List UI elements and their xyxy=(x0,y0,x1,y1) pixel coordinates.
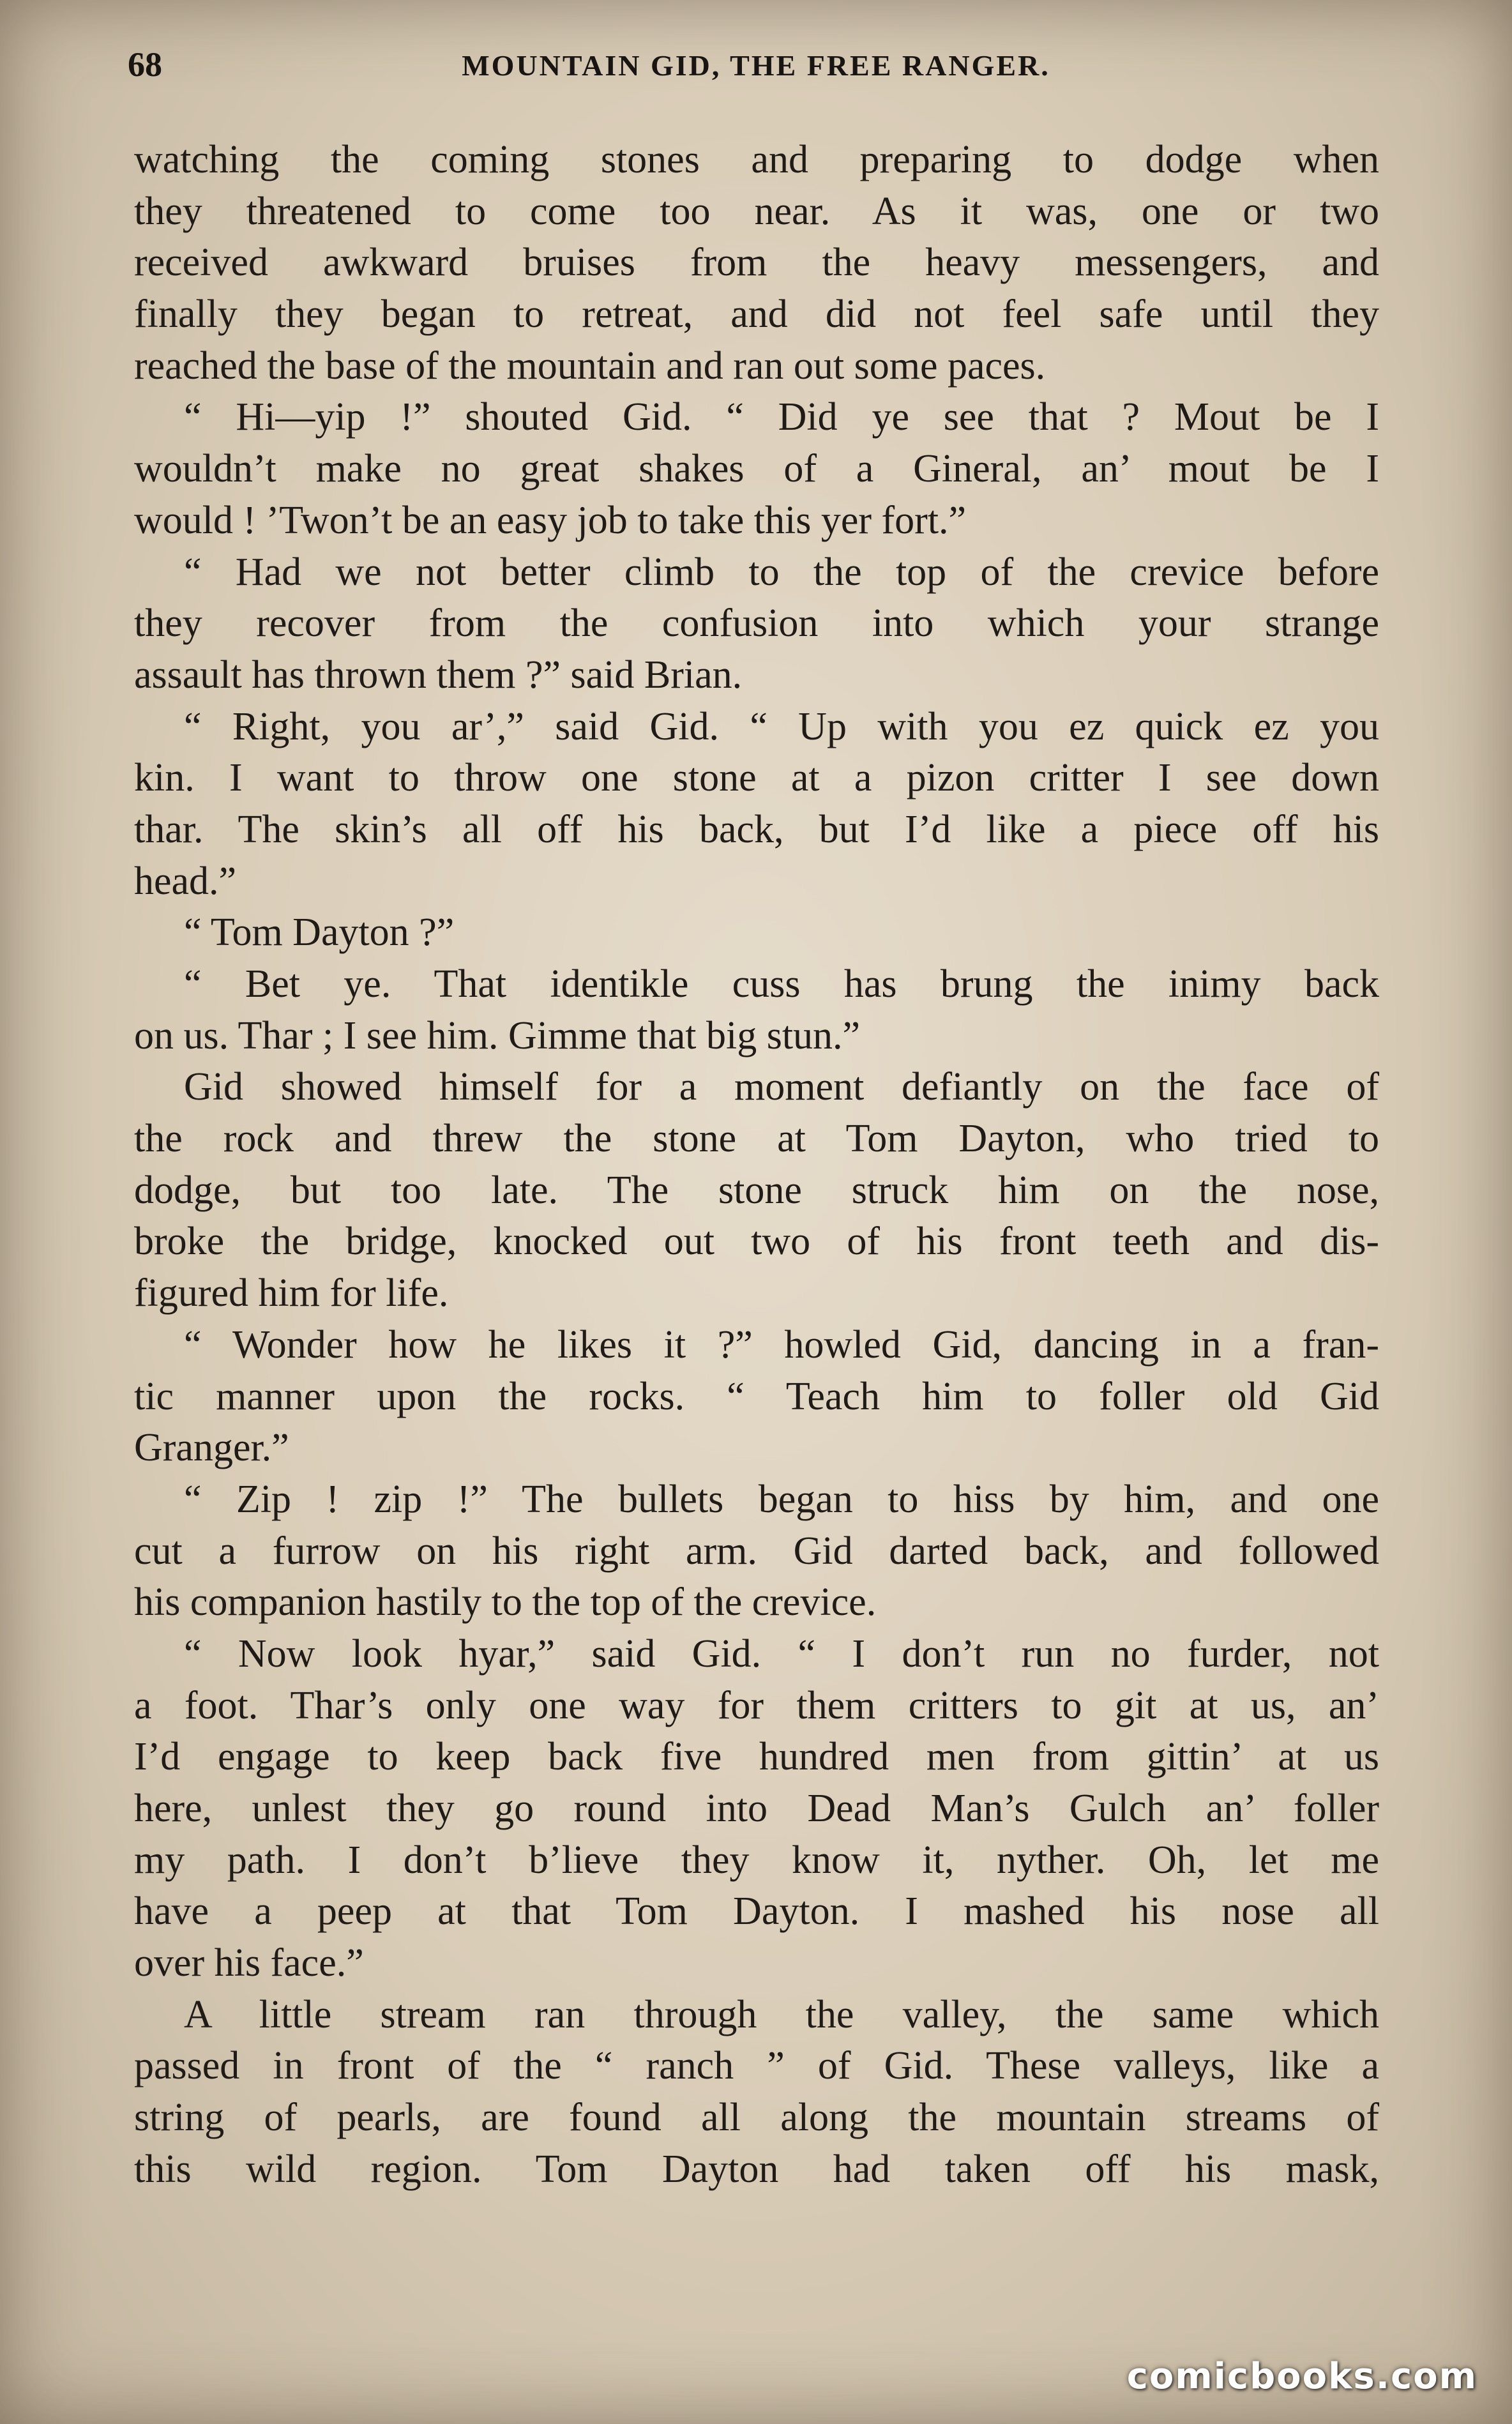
text-line: cut a furrow on his right arm. Gid darted back, and followed xyxy=(134,1529,1379,1573)
page-number: 68 xyxy=(128,45,162,84)
text-line: A little stream ran through the valley, the same which xyxy=(184,1992,1379,2036)
text-line: “ Bet ye. That identikle cuss has brung the inimy back xyxy=(184,962,1379,1006)
text-line: watching the coming stones and preparing to dodge when xyxy=(134,138,1379,181)
text-line: “ Right, you ar’,” said Gid. “ Up with you ez quick ez you xyxy=(184,704,1379,748)
text-line: reached the base of the mountain and ran out some paces. xyxy=(134,344,1046,388)
text-line: Gid showed himself for a moment defiantly on the face of xyxy=(184,1065,1379,1109)
text-line: kin. I want to throw one stone at a pizon critter I see down xyxy=(134,756,1379,800)
text-line: the rock and threw the stone at Tom Dayton, who tried to xyxy=(134,1117,1379,1161)
text-line: received awkward bruises from the heavy messengers, and xyxy=(134,241,1379,285)
page-header xyxy=(128,40,1384,97)
text-line: they recover from the confusion into which your strange xyxy=(134,602,1379,646)
text-line: broke the bridge, knocked out two of his front teeth and dis- xyxy=(134,1220,1379,1264)
text-line: finally they began to retreat, and did not feel safe until they xyxy=(134,292,1379,337)
text-line: tic manner upon the rocks. “ Teach him to foller old Gid xyxy=(134,1374,1379,1418)
site-watermark: comicbooks.com xyxy=(1126,2356,1478,2397)
text-line: a foot. Thar’s only one way for them critters to git at us, an’ xyxy=(134,1683,1379,1727)
text-line: wouldn’t make no great shakes of a Gineral, an’ mout be I xyxy=(134,447,1379,491)
text-line: head.” xyxy=(134,859,237,903)
text-line: on us. Thar ; I see him. Gimme that big stun.” xyxy=(134,1013,861,1057)
text-line: passed in front of the “ ranch ” of Gid. These valleys, like a xyxy=(134,2044,1379,2088)
text-line: his companion hastily to the top of the crevice. xyxy=(134,1580,877,1625)
text-line: dodge, but too late. The stone struck him on the nose, xyxy=(134,1168,1379,1212)
text-line: this wild region. Tom Dayton had taken off his mask, xyxy=(134,2147,1379,2191)
text-line: have a peep at that Tom Dayton. I mashed his nose all xyxy=(134,1890,1379,1934)
body-text xyxy=(134,134,1379,2195)
text-line: Granger.” xyxy=(134,1426,289,1470)
text-line: “ Tom Dayton ?” xyxy=(184,911,455,955)
text-line: assault has thrown them ?” said Brian. xyxy=(134,653,743,697)
text-line: figured him for life. xyxy=(134,1271,449,1315)
text-line: over his face.” xyxy=(134,1941,364,1985)
text-line: “ Had we not better climb to the top of the crevice before xyxy=(184,550,1379,594)
text-line: I’d engage to keep back five hundred men from gittin’ at us xyxy=(134,1735,1379,1779)
text-line: “ Now look hyar,” said Gid. “ I don’t run no furder, not xyxy=(184,1632,1379,1676)
text-line: here, unlest they go round into Dead Man’s Gulch an’ foller xyxy=(134,1787,1379,1830)
text-line: would ! ’Twon’t be an easy job to take this yer fort.” xyxy=(134,498,967,542)
text-line: string of pearls, are found all along the mountain streams of xyxy=(134,2096,1379,2140)
text-line: they threatened to come too near. As it was, one or two xyxy=(134,189,1379,233)
running-head: MOUNTAIN GID, THE FREE RANGER. xyxy=(462,49,1050,82)
text-line: my path. I don’t b’lieve they know it, nyther. Oh, let me xyxy=(134,1838,1379,1882)
text-line: “ Wonder how he likes it ?” howled Gid, dancing in a fran- xyxy=(184,1322,1379,1367)
text-line: “ Hi—yip !” shouted Gid. “ Did ye see that ? Mout be I xyxy=(184,395,1379,439)
text-line: thar. The skin’s all off his back, but I’d like a piece off his xyxy=(134,807,1379,851)
text-line: “ Zip ! zip !” The bullets began to hiss by him, and one xyxy=(184,1477,1379,1521)
